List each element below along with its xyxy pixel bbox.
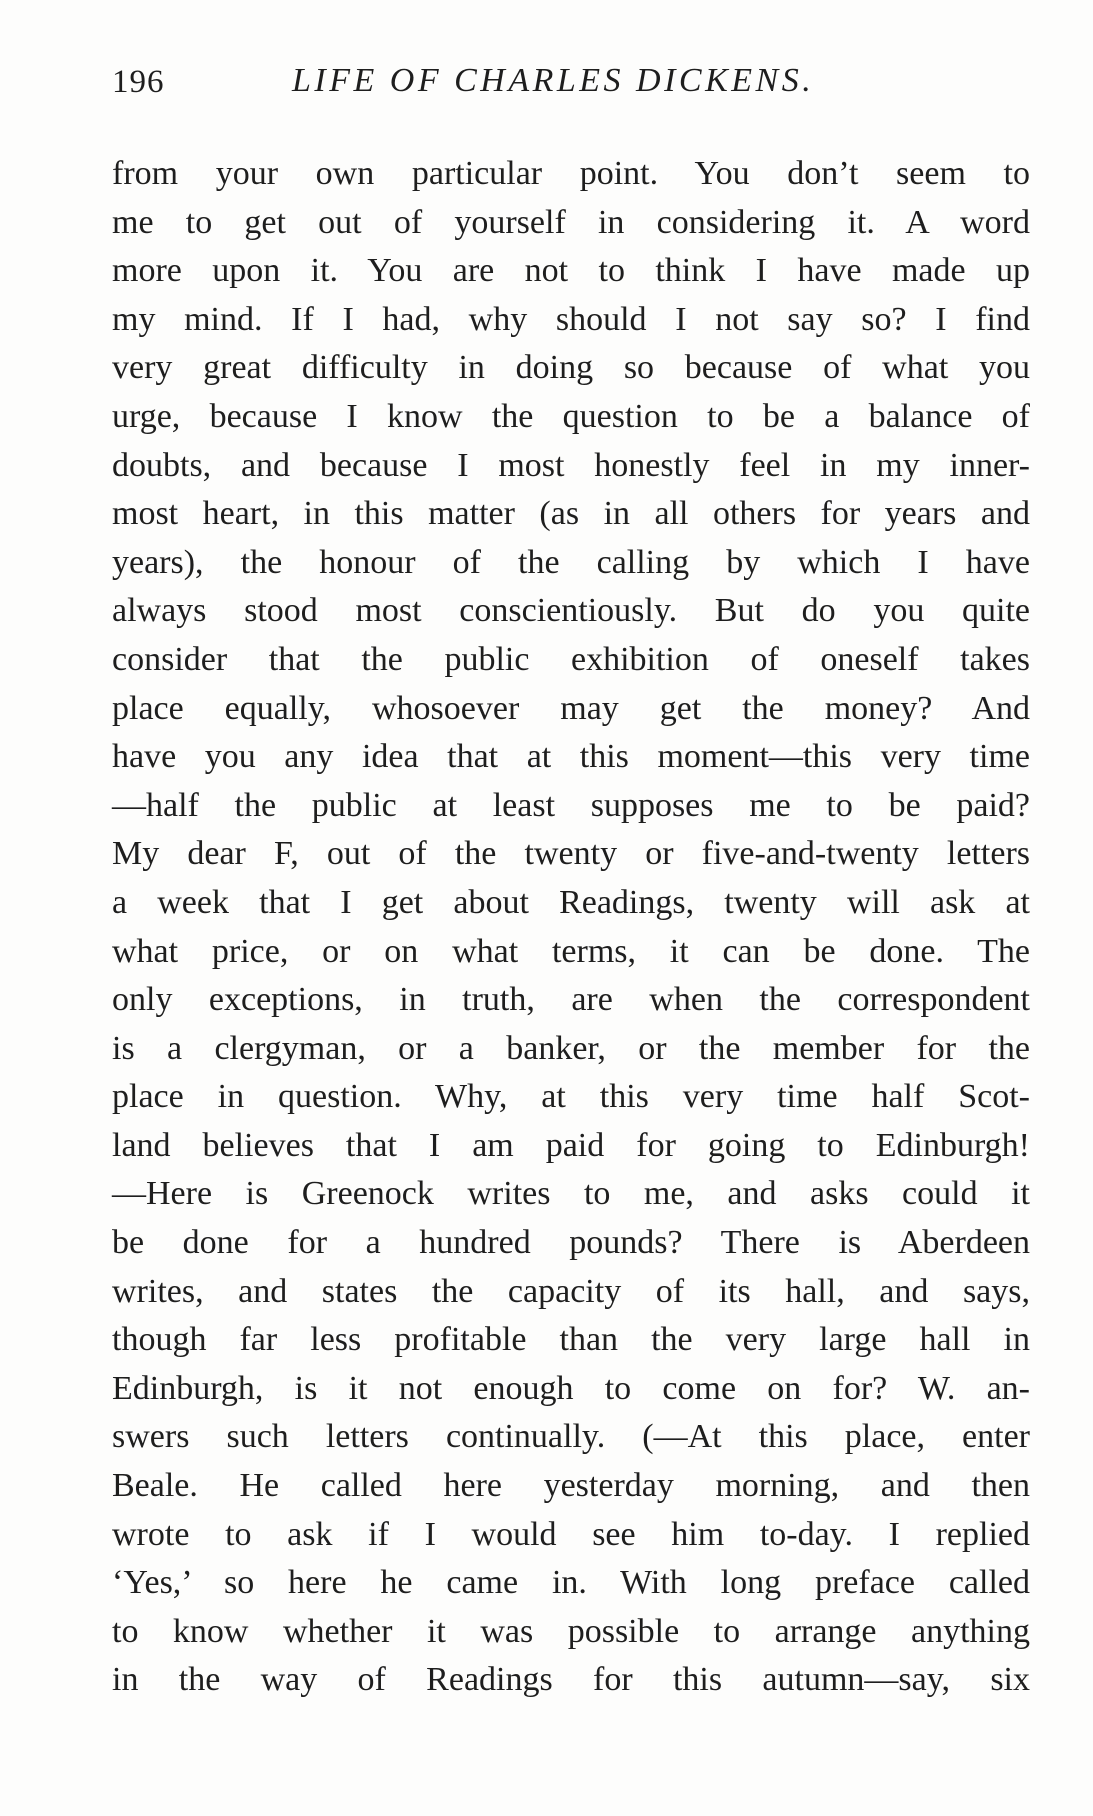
text-line: consider that the public exhibition of oneself takes (112, 640, 1030, 678)
text-line: place equally, whosoever may get the money? And (112, 689, 1030, 727)
text-line: —half the public at least supposes me to be paid? (112, 786, 1030, 824)
text-line: ‘Yes,’ so here he came in. With long preface called (112, 1564, 1030, 1602)
text-line: only exceptions, in truth, are when the correspondent (112, 981, 1030, 1019)
text-line: My dear F, out of the twenty or five-and-twenty letters (112, 835, 1030, 873)
text-line: urge, because I know the question to be a balance of (112, 397, 1030, 435)
text-line: land believes that I am paid for going to Edinburgh! (112, 1126, 1030, 1164)
text-line: what price, or on what terms, it can be done. The (112, 932, 1030, 970)
text-line: more upon it. You are not to think I have made up (112, 252, 1030, 290)
page-number: 196 (112, 64, 165, 100)
text-line: to know whether it was possible to arrange anything (112, 1612, 1030, 1650)
text-line: always stood most conscientiously. But do you quite (112, 592, 1030, 630)
text-line: swers such letters continually. (—At this place, enter (112, 1418, 1030, 1456)
text-line: wrote to ask if I would see him to-day. I replied (112, 1515, 1030, 1553)
text-line: most heart, in this matter (as in all others for years and (112, 495, 1030, 533)
text-line: doubts, and because I most honestly feel in my inner- (112, 446, 1030, 484)
text-line: in the way of Readings for this autumn—say, six (112, 1661, 1030, 1699)
text-line: a week that I get about Readings, twenty will ask at (112, 883, 1030, 921)
text-line: writes, and states the capacity of its hall, and says, (112, 1272, 1030, 1310)
text-line: be done for a hundred pounds? There is Aberdeen (112, 1224, 1030, 1262)
text-line: though far less profitable than the very large hall in (112, 1321, 1030, 1359)
text-line: —Here is Greenock writes to me, and asks could it (112, 1175, 1030, 1213)
text-line: me to get out of yourself in considering it. A word (112, 203, 1030, 241)
text-line: Beale. He called here yesterday morning, and then (112, 1467, 1030, 1505)
page-header (112, 58, 1032, 106)
text-line: years), the honour of the calling by which I have (112, 543, 1030, 581)
text-line: very great difficulty in doing so because of what you (112, 349, 1030, 387)
text-line: place in question. Why, at this very time half Scot- (112, 1078, 1030, 1116)
text-line: have you any idea that at this moment—this very time (112, 738, 1030, 776)
text-line: my mind. If I had, why should I not say so? I find (112, 300, 1030, 338)
text-line: is a clergyman, or a banker, or the member for the (112, 1029, 1030, 1067)
text-line: from your own particular point. You don’t seem to (112, 155, 1030, 192)
text-line: Edinburgh, is it not enough to come on for? W. an- (112, 1369, 1030, 1407)
body-text (112, 150, 1030, 1705)
running-title: LIFE OF CHARLES DICKENS. (292, 62, 815, 99)
